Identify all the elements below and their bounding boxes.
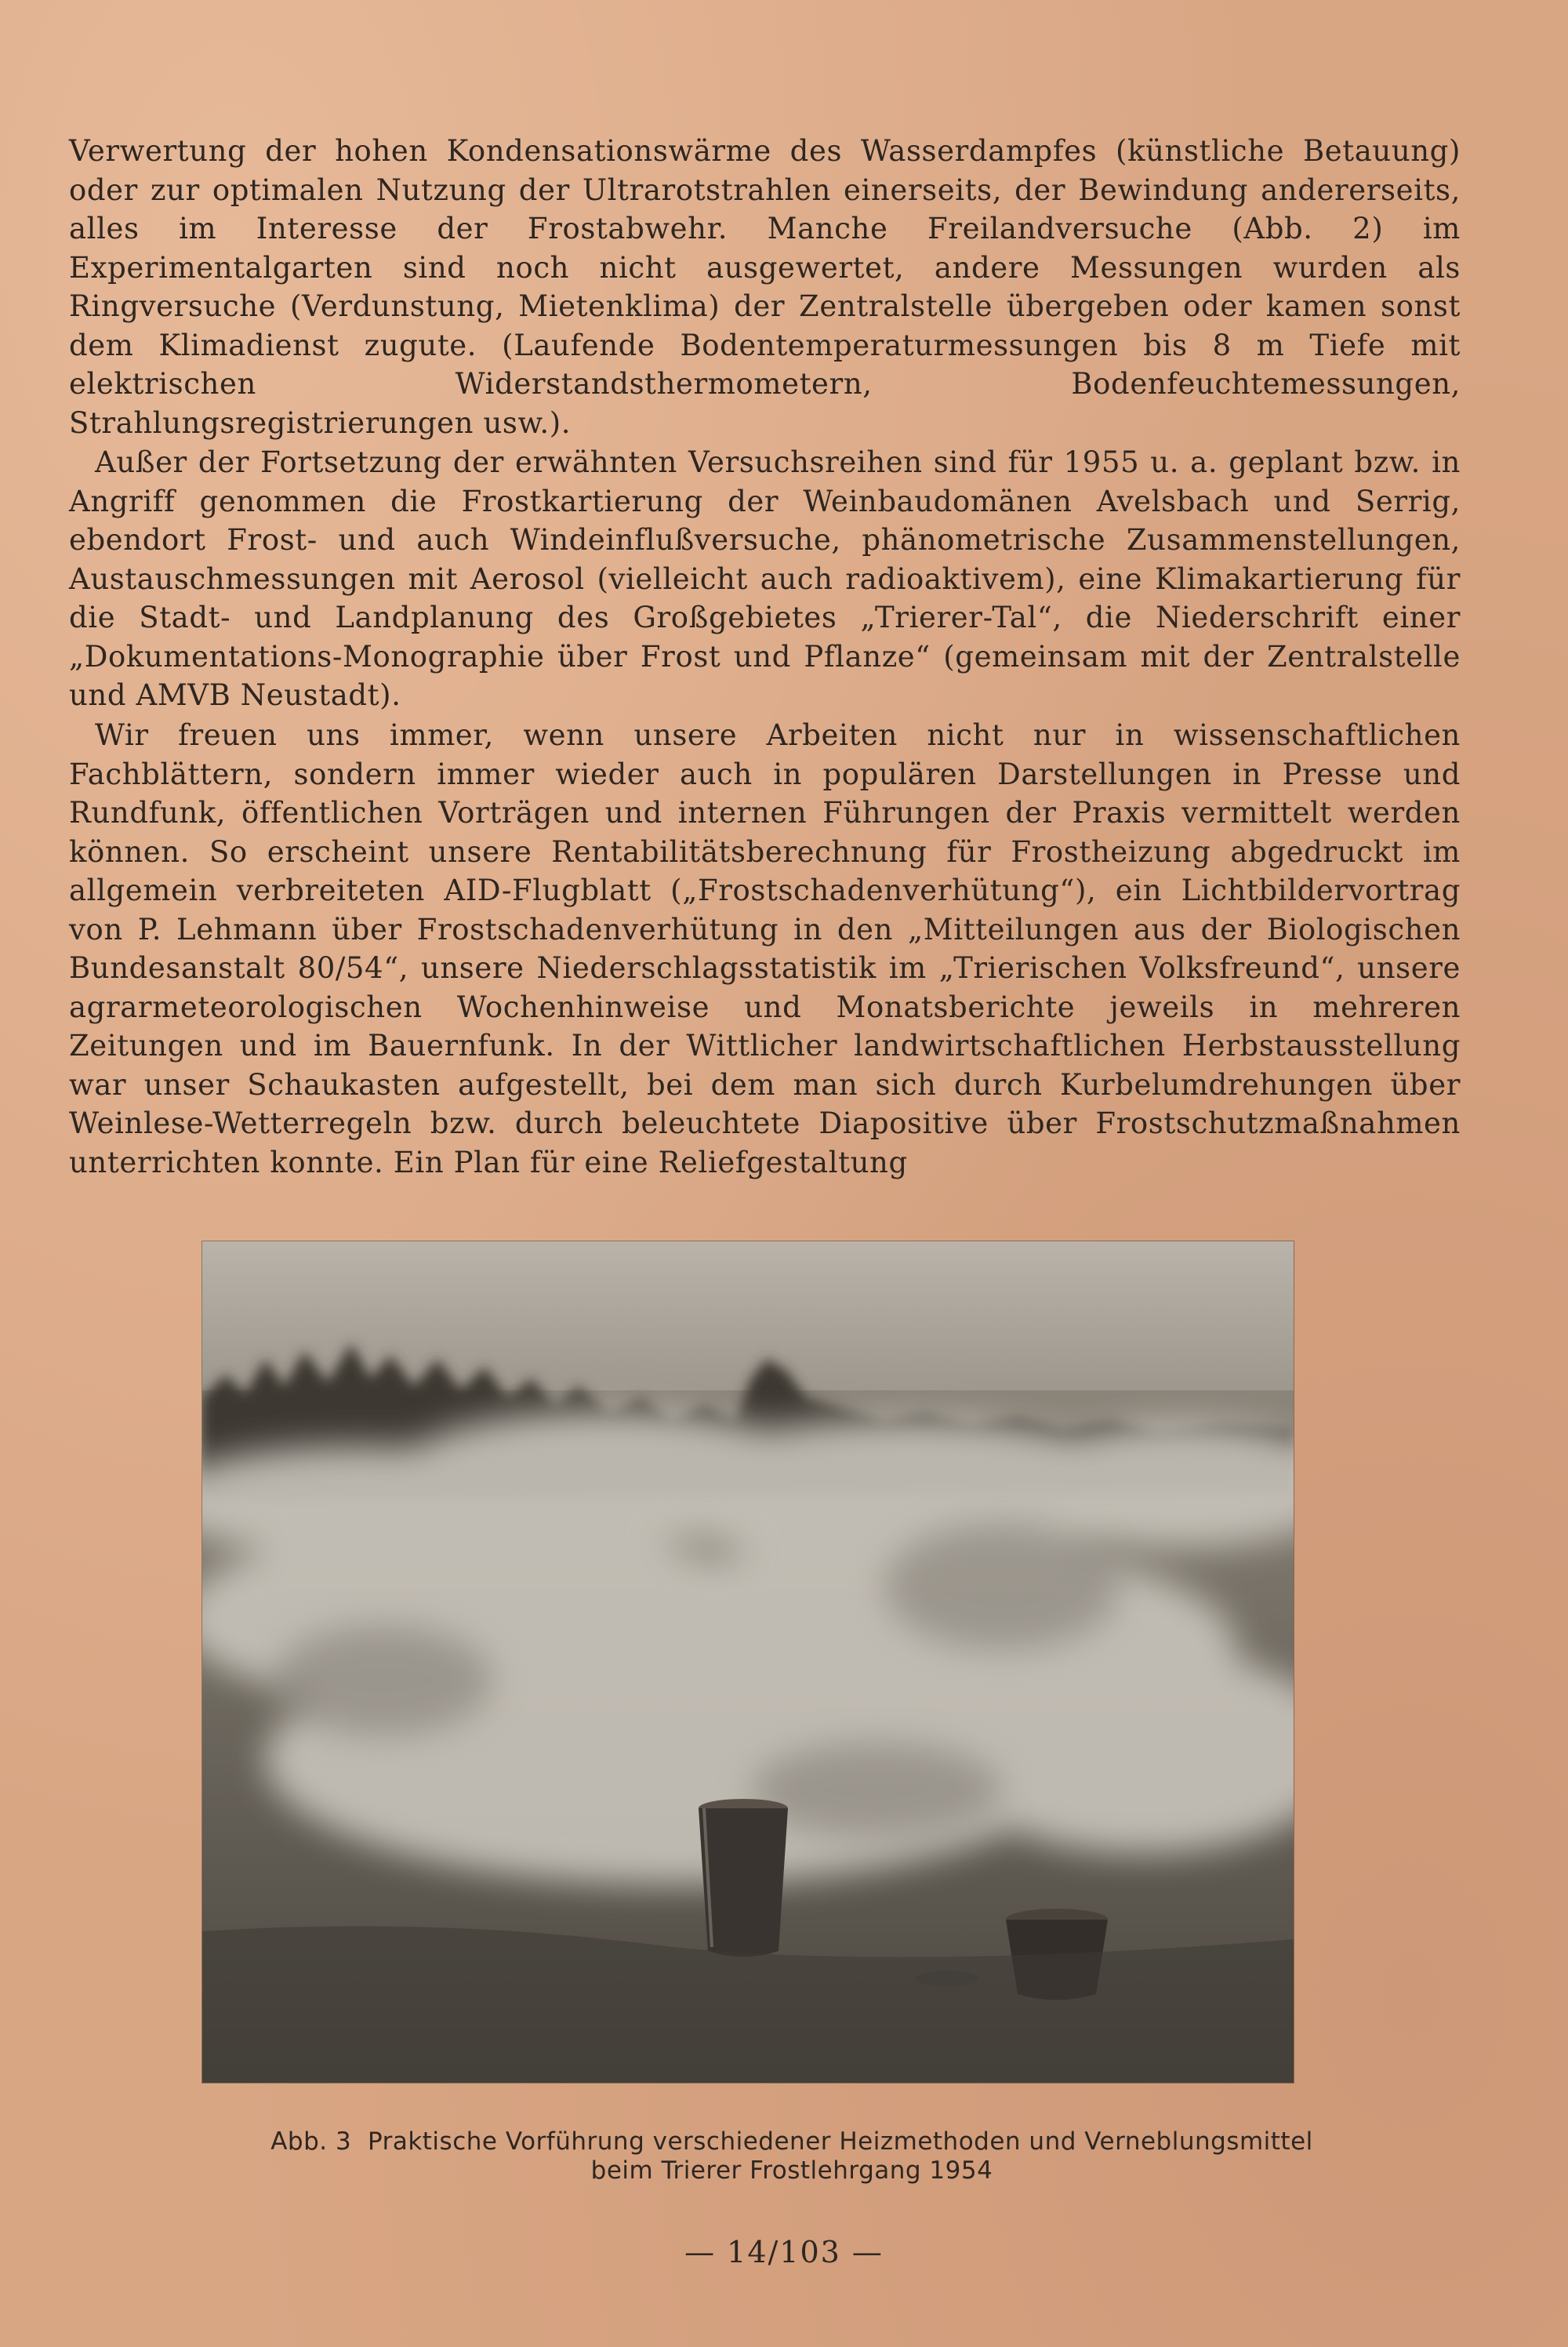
caption-text-1: Praktische Vorführung verschiedener Heizmethoden und Verneblungsmittel bbox=[367, 2127, 1313, 2156]
caption-line-1 bbox=[125, 2127, 1458, 2156]
figure-photo bbox=[202, 1241, 1294, 2083]
page-number: — 14/103 — bbox=[684, 2235, 884, 2269]
body-paragraph-1 bbox=[69, 132, 1461, 442]
caption-line-2: beim Trierer Frostlehrgang 1954 bbox=[590, 2156, 993, 2185]
caption-label: Abb. 3 bbox=[270, 2127, 352, 2156]
paragraph-text: Außer der Fortsetzung der erwähnten Versuchsreihen sind für 1955 u. a. geplant bzw. in Angriff genommen die Frostkartierung der Weinbaudomänen Avelsbach und Serrig, ebendort Frost- und auch Windeinflußversuche, phänometrische Zusammenstellungen, Austauschmessungen mit Aerosol (vielleicht auch radioaktivem), eine Klimakartierung für die Stadt- und Landplanung des Großgebietes „Trierer-Tal“, die Niederschrift einer „Dokumentations-Monographie über Frost und Pflanze“ (gemeinsam mit der Zentralstelle und AMVB Neustadt). bbox=[69, 445, 1461, 712]
body-paragraph-2 bbox=[69, 443, 1461, 715]
paragraph-text: Verwertung der hohen Kondensationswärme des Wasserdampfes (künstliche Betauung) oder zur optimalen Nutzung der Ultrarotstrahlen einerseits, der Bewindung andererseits, alles im Interesse der Frostabwehr. Manche Freilandversuche (Abb. 2) im Experimentalgarten sind noch nicht ausgewertet, andere Messungen wurden als Ringversuche (Verdunstung, Mietenklima) der Zentralstelle übergeben oder kamen sonst dem Klimadienst zugute. (Laufende Bodentemperaturmessungen bis 8 m Tiefe mit elektrischen Widerstandsthermometern, Bodenfeuchtemessungen, Strahlungsregistrierungen usw.). bbox=[69, 134, 1461, 440]
body-paragraph-3 bbox=[69, 716, 1461, 1182]
fog-demonstration-photo bbox=[202, 1241, 1294, 2083]
figure-caption bbox=[125, 2127, 1458, 2185]
paragraph-text: Wir freuen uns immer, wenn unsere Arbeiten nicht nur in wissenschaftlichen Fachblättern, sondern immer wieder auch in populären Darstellungen in Presse und Rundfunk, öffentlichen Vorträgen und internen Führungen der Praxis vermittelt werden können. So erscheint unsere Rentabilitätsberechnung für Frostheizung abgedruckt im allgemein verbreiteten AID-Flugblatt („Frostschadenverhütung“), ein Lichtbildervortrag von P. Lehmann über Frostschadenverhütung in den „Mitteilungen aus der Biologischen Bundesanstalt 80/54“, unsere Niederschlagsstatistik im „Trierischen Volksfreund“, unsere agrarmeteorologischen Wochenhinweise und Monatsberichte jeweils in mehreren Zeitungen und im Bauernfunk. In der Wittlicher landwirtschaftlichen Herbstausstellung war unser Schaukasten aufgestellt, bei dem man sich durch Kurbelumdrehungen über Weinlese-Wetterregeln bzw. durch beleuchtete Diapositive über Frostschutzmaßnahmen unterrichten konnte. Ein Plan für eine Reliefgestaltung bbox=[69, 718, 1461, 1179]
